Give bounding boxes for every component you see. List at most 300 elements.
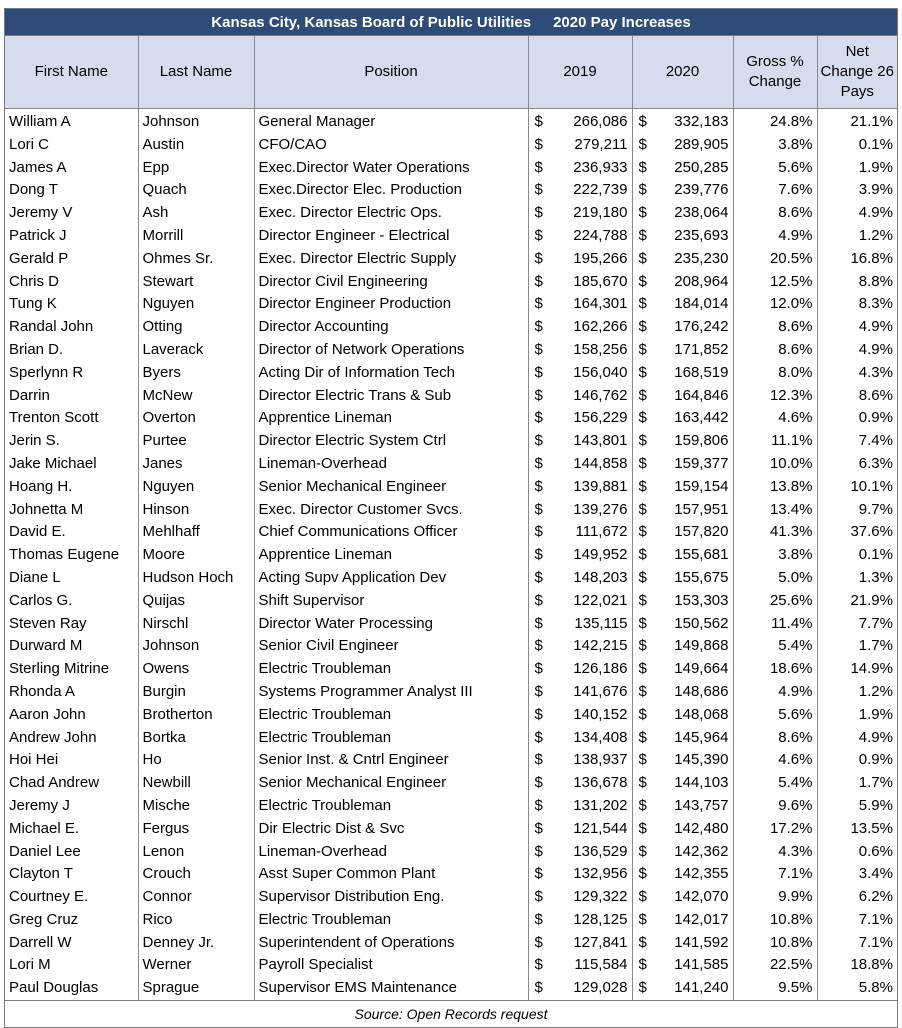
currency-2019-cell: $: [528, 932, 554, 955]
salary-2020-cell: 235,230: [674, 249, 729, 267]
col-header-2019: 2019: [528, 36, 632, 109]
last-name-cell: Johnson: [138, 635, 254, 658]
position-cell: Electric Troubleman: [254, 909, 528, 932]
first-name-cell: Jeremy J: [9, 796, 70, 814]
salary-2019-cell: 121,544: [573, 819, 628, 837]
currency-2020-cell: $: [632, 362, 658, 385]
position-cell: Director Engineer - Electrical: [254, 225, 528, 248]
table-row: [5, 521, 897, 544]
table-row: [5, 954, 897, 977]
gross-change-cell: 11.1%: [733, 430, 817, 453]
currency-2020-cell: $: [632, 749, 658, 772]
salary-2020-cell: 153,303: [674, 591, 729, 609]
table-body: [5, 109, 897, 1001]
net-change-cell: 21.9%: [817, 590, 897, 613]
position-cell: Chief Communications Officer: [254, 521, 528, 544]
first-name-cell: Randal John: [9, 318, 94, 336]
first-name-cell: Johnetta M: [9, 500, 84, 518]
table-row: [5, 248, 897, 271]
net-change-cell: 7.1%: [817, 932, 897, 955]
salary-2019-cell: 141,676: [573, 682, 628, 700]
salary-2020-cell: 141,240: [674, 979, 729, 997]
salary-2019-cell: 139,881: [573, 477, 628, 495]
table-row: [5, 613, 897, 636]
position-cell: CFO/CAO: [254, 134, 528, 157]
first-name-cell: Durward M: [9, 637, 83, 655]
last-name-cell: Otting: [138, 316, 254, 339]
salary-2019-cell: 148,203: [573, 568, 628, 586]
last-name-cell: Byers: [138, 362, 254, 385]
table-row: [5, 886, 897, 909]
table-row: [5, 271, 897, 294]
last-name-cell: Fergus: [138, 818, 254, 841]
salary-2019-cell: 115,584: [574, 956, 628, 974]
salary-2020-cell: 184,014: [674, 295, 729, 313]
salary-2020-cell: 143,757: [674, 796, 729, 814]
currency-2020-cell: $: [632, 316, 658, 339]
col-header-position: Position: [254, 36, 528, 109]
table-row: [5, 225, 897, 248]
position-cell: Acting Dir of Information Tech: [254, 362, 528, 385]
last-name-cell: Quach: [138, 179, 254, 202]
currency-2020-cell: $: [632, 658, 658, 681]
net-change-cell: 8.8%: [817, 271, 897, 294]
position-cell: Director Engineer Production: [254, 293, 528, 316]
currency-2019-cell: $: [528, 681, 554, 704]
last-name-cell: Brotherton: [138, 704, 254, 727]
col-header-last-name: Last Name: [138, 36, 254, 109]
currency-2020-cell: $: [632, 521, 658, 544]
currency-2020-cell: $: [632, 932, 658, 955]
salary-2019-cell: 136,529: [573, 842, 628, 860]
currency-2019-cell: $: [528, 977, 554, 1000]
currency-2020-cell: $: [632, 453, 658, 476]
currency-2019-cell: $: [528, 635, 554, 658]
position-cell: Payroll Specialist: [254, 954, 528, 977]
table-title: Kansas City, Kansas Board of Public Utilities: [211, 13, 532, 31]
salary-2019-cell: 224,788: [573, 226, 628, 244]
salary-2020-cell: 176,242: [674, 318, 729, 336]
first-name-cell: Jake Michael: [9, 454, 97, 472]
last-name-cell: Mische: [138, 795, 254, 818]
position-cell: Exec. Director Electric Supply: [254, 248, 528, 271]
gross-change-cell: 12.5%: [733, 271, 817, 294]
salary-2020-cell: 145,964: [674, 728, 729, 746]
net-change-cell: 4.9%: [817, 202, 897, 225]
net-change-cell: 0.1%: [817, 544, 897, 567]
position-cell: Electric Troubleman: [254, 727, 528, 750]
first-name-cell: Daniel Lee: [9, 842, 81, 860]
net-change-cell: 7.7%: [817, 613, 897, 636]
net-change-cell: 1.3%: [817, 567, 897, 590]
first-name-cell: Chad Andrew: [9, 774, 100, 792]
salary-2019-cell: 279,211: [574, 135, 628, 153]
currency-2019-cell: $: [528, 202, 554, 225]
salary-2019-cell: 158,256: [573, 340, 628, 358]
table-row: [5, 179, 897, 202]
gross-change-cell: 9.6%: [733, 795, 817, 818]
last-name-cell: Lenon: [138, 841, 254, 864]
currency-2019-cell: $: [528, 407, 554, 430]
table-row: [5, 590, 897, 613]
currency-2019-cell: $: [528, 134, 554, 157]
col-header-gross-change: Gross % Change: [733, 36, 817, 109]
currency-2019-cell: $: [528, 225, 554, 248]
net-change-cell: 1.9%: [817, 157, 897, 180]
table-row: [5, 453, 897, 476]
currency-2019-cell: $: [528, 613, 554, 636]
salary-2020-cell: 332,183: [674, 113, 729, 130]
salary-2020-cell: 238,064: [674, 204, 729, 222]
salary-2020-cell: 159,154: [674, 477, 729, 495]
currency-2020-cell: $: [632, 681, 658, 704]
currency-2019-cell: $: [528, 658, 554, 681]
net-change-cell: 18.8%: [817, 954, 897, 977]
currency-2019-cell: $: [528, 453, 554, 476]
position-cell: Senior Civil Engineer: [254, 635, 528, 658]
table-row: [5, 109, 897, 134]
last-name-cell: Johnson: [138, 109, 254, 134]
last-name-cell: Janes: [138, 453, 254, 476]
position-cell: Asst Super Common Plant: [254, 863, 528, 886]
currency-2019-cell: $: [528, 749, 554, 772]
currency-2020-cell: $: [632, 613, 658, 636]
currency-2020-cell: $: [632, 157, 658, 180]
net-change-cell: 1.7%: [817, 772, 897, 795]
currency-2019-cell: $: [528, 567, 554, 590]
salary-2020-cell: 141,592: [674, 933, 729, 951]
first-name-cell: Carlos G.: [9, 591, 73, 609]
position-cell: Director Water Processing: [254, 613, 528, 636]
salary-2019-cell: 126,186: [573, 660, 628, 678]
gross-change-cell: 9.9%: [733, 886, 817, 909]
table-subtitle: 2020 Pay Increases: [553, 13, 691, 31]
currency-2019-cell: $: [528, 863, 554, 886]
position-cell: Electric Troubleman: [254, 704, 528, 727]
currency-2019-cell: $: [528, 293, 554, 316]
table-row: [5, 567, 897, 590]
table-row: [5, 202, 897, 225]
salary-2020-cell: 149,868: [674, 637, 729, 655]
position-cell: Electric Troubleman: [254, 795, 528, 818]
last-name-cell: Connor: [138, 886, 254, 909]
currency-2020-cell: $: [632, 407, 658, 430]
gross-change-cell: 13.8%: [733, 476, 817, 499]
table-row: [5, 863, 897, 886]
first-name-cell: Lori M: [9, 956, 51, 974]
table-row: [5, 841, 897, 864]
currency-2020-cell: $: [632, 886, 658, 909]
gross-change-cell: 5.0%: [733, 567, 817, 590]
gross-change-cell: 8.6%: [733, 202, 817, 225]
table-row: [5, 407, 897, 430]
currency-2019-cell: $: [528, 271, 554, 294]
salary-2019-cell: 136,678: [573, 774, 628, 792]
table-row: [5, 635, 897, 658]
first-name-cell: Darrin: [9, 386, 50, 404]
salary-2020-cell: 149,664: [674, 660, 729, 678]
currency-2019-cell: $: [528, 499, 554, 522]
col-header-first-name: First Name: [5, 36, 138, 109]
currency-2020-cell: $: [632, 818, 658, 841]
gross-change-cell: 7.6%: [733, 179, 817, 202]
last-name-cell: Overton: [138, 407, 254, 430]
salary-2019-cell: 143,801: [573, 432, 628, 450]
first-name-cell: Jeremy V: [9, 204, 73, 222]
position-cell: Supervisor EMS Maintenance: [254, 977, 528, 1000]
currency-2019-cell: $: [528, 954, 554, 977]
last-name-cell: Hudson Hoch: [138, 567, 254, 590]
salary-2019-cell: 185,670: [573, 272, 628, 290]
net-change-cell: 5.9%: [817, 795, 897, 818]
first-name-cell: Patrick J: [9, 226, 67, 244]
col-header-net-change: Net Change 26 Pays: [817, 36, 897, 109]
gross-change-cell: 4.9%: [733, 225, 817, 248]
salary-2020-cell: 142,070: [674, 888, 729, 906]
position-cell: Director Electric System Ctrl: [254, 430, 528, 453]
currency-2020-cell: $: [632, 704, 658, 727]
salary-2020-cell: 145,390: [674, 751, 729, 769]
table-row: [5, 909, 897, 932]
currency-2020-cell: $: [632, 248, 658, 271]
last-name-cell: Ohmes Sr.: [138, 248, 254, 271]
first-name-cell: Hoang H.: [9, 477, 73, 495]
gross-change-cell: 10.8%: [733, 932, 817, 955]
gross-change-cell: 10.8%: [733, 909, 817, 932]
position-cell: Superintendent of Operations: [254, 932, 528, 955]
gross-change-cell: 18.6%: [733, 658, 817, 681]
table-title-bar: [5, 9, 897, 36]
currency-2020-cell: $: [632, 430, 658, 453]
currency-2019-cell: $: [528, 430, 554, 453]
currency-2020-cell: $: [632, 271, 658, 294]
currency-2019-cell: $: [528, 179, 554, 202]
salary-2020-cell: 155,675: [674, 568, 729, 586]
gross-change-cell: 17.2%: [733, 818, 817, 841]
currency-2020-cell: $: [632, 385, 658, 408]
col-header-2020: 2020: [632, 36, 733, 109]
position-cell: Lineman-Overhead: [254, 453, 528, 476]
position-cell: Director Civil Engineering: [254, 271, 528, 294]
net-change-cell: 5.8%: [817, 977, 897, 1000]
first-name-cell: Dong T: [9, 181, 58, 199]
currency-2020-cell: $: [632, 134, 658, 157]
last-name-cell: Mehlhaff: [138, 521, 254, 544]
gross-change-cell: 3.8%: [733, 134, 817, 157]
gross-change-cell: 3.8%: [733, 544, 817, 567]
net-change-cell: 10.1%: [817, 476, 897, 499]
position-cell: Director Accounting: [254, 316, 528, 339]
first-name-cell: Brian D.: [9, 340, 64, 358]
salary-2019-cell: 139,276: [573, 500, 628, 518]
currency-2019-cell: $: [528, 544, 554, 567]
first-name-cell: Diane L: [9, 568, 61, 586]
gross-change-cell: 5.6%: [733, 704, 817, 727]
gross-change-cell: 4.3%: [733, 841, 817, 864]
last-name-cell: Nirschl: [138, 613, 254, 636]
gross-change-cell: 12.3%: [733, 385, 817, 408]
gross-change-cell: 22.5%: [733, 954, 817, 977]
salary-2020-cell: 150,562: [674, 614, 729, 632]
salary-2019-cell: 144,858: [573, 454, 628, 472]
last-name-cell: Sprague: [138, 977, 254, 1000]
salary-2020-cell: 239,776: [674, 181, 729, 199]
gross-change-cell: 4.9%: [733, 681, 817, 704]
gross-change-cell: 9.5%: [733, 977, 817, 1000]
first-name-cell: James A: [9, 158, 67, 176]
gross-change-cell: 8.0%: [733, 362, 817, 385]
position-cell: Exec. Director Customer Svcs.: [254, 499, 528, 522]
gross-change-cell: 12.0%: [733, 293, 817, 316]
currency-2020-cell: $: [632, 476, 658, 499]
first-name-cell: Paul Douglas: [9, 979, 99, 997]
first-name-cell: Sterling Mitrine: [9, 660, 110, 678]
first-name-cell: Trenton Scott: [9, 409, 99, 427]
salary-2020-cell: 159,806: [674, 432, 729, 450]
gross-change-cell: 8.6%: [733, 727, 817, 750]
gross-change-cell: 11.4%: [733, 613, 817, 636]
net-change-cell: 0.9%: [817, 407, 897, 430]
table-row: [5, 362, 897, 385]
currency-2019-cell: $: [528, 590, 554, 613]
gross-change-cell: 5.6%: [733, 157, 817, 180]
currency-2019-cell: $: [528, 727, 554, 750]
currency-2020-cell: $: [632, 841, 658, 864]
gross-change-cell: 5.4%: [733, 635, 817, 658]
net-change-cell: 6.3%: [817, 453, 897, 476]
last-name-cell: Nguyen: [138, 476, 254, 499]
currency-2019-cell: $: [528, 818, 554, 841]
currency-2019-cell: $: [528, 385, 554, 408]
table-row: [5, 977, 897, 1000]
currency-2020-cell: $: [632, 109, 658, 134]
position-cell: Director Electric Trans & Sub: [254, 385, 528, 408]
currency-2020-cell: $: [632, 202, 658, 225]
table-row: [5, 134, 897, 157]
last-name-cell: Austin: [138, 134, 254, 157]
currency-2020-cell: $: [632, 909, 658, 932]
table-row: [5, 704, 897, 727]
table-row: [5, 476, 897, 499]
table-row: [5, 727, 897, 750]
salary-2019-cell: 132,956: [573, 865, 628, 883]
salary-2019-cell: 219,180: [573, 204, 628, 222]
salary-2019-cell: 138,937: [573, 751, 628, 769]
table-row: [5, 658, 897, 681]
first-name-cell: Andrew John: [9, 728, 97, 746]
position-cell: Dir Electric Dist & Svc: [254, 818, 528, 841]
last-name-cell: Stewart: [138, 271, 254, 294]
currency-2019-cell: $: [528, 841, 554, 864]
first-name-cell: Gerald P: [9, 249, 69, 267]
last-name-cell: Hinson: [138, 499, 254, 522]
table-row: [5, 339, 897, 362]
last-name-cell: Nguyen: [138, 293, 254, 316]
table-row: [5, 430, 897, 453]
currency-2019-cell: $: [528, 157, 554, 180]
salary-2019-cell: 164,301: [573, 295, 628, 313]
salary-2019-cell: 195,266: [573, 249, 628, 267]
salary-2019-cell: 122,021: [573, 591, 628, 609]
salary-2019-cell: 266,086: [573, 113, 628, 130]
last-name-cell: Ho: [138, 749, 254, 772]
source-note: Source: Open Records request: [5, 1000, 897, 1027]
gross-change-cell: 10.0%: [733, 453, 817, 476]
salary-2020-cell: 142,480: [674, 819, 729, 837]
currency-2020-cell: $: [632, 795, 658, 818]
salary-2020-cell: 144,103: [674, 774, 729, 792]
salary-2019-cell: 127,841: [573, 933, 628, 951]
salary-2019-cell: 236,933: [573, 158, 628, 176]
position-cell: Exec.Director Elec. Production: [254, 179, 528, 202]
table-row: [5, 932, 897, 955]
salary-2019-cell: 142,215: [573, 637, 628, 655]
last-name-cell: Epp: [138, 157, 254, 180]
gross-change-cell: 8.6%: [733, 339, 817, 362]
salary-2019-cell: 129,322: [573, 888, 628, 906]
gross-change-cell: 25.6%: [733, 590, 817, 613]
net-change-cell: 1.2%: [817, 225, 897, 248]
currency-2019-cell: $: [528, 795, 554, 818]
net-change-cell: 13.5%: [817, 818, 897, 841]
salary-2020-cell: 155,681: [674, 546, 729, 564]
first-name-cell: Courtney E.: [9, 888, 89, 906]
salary-2020-cell: 289,905: [674, 135, 729, 153]
currency-2020-cell: $: [632, 590, 658, 613]
net-change-cell: 6.2%: [817, 886, 897, 909]
first-name-cell: William A: [9, 113, 71, 130]
net-change-cell: 0.6%: [817, 841, 897, 864]
last-name-cell: Bortka: [138, 727, 254, 750]
position-cell: Exec. Director Electric Ops.: [254, 202, 528, 225]
table-row: [5, 818, 897, 841]
currency-2020-cell: $: [632, 339, 658, 362]
salary-2020-cell: 164,846: [674, 386, 729, 404]
first-name-cell: Chris D: [9, 272, 60, 290]
last-name-cell: Werner: [138, 954, 254, 977]
net-change-cell: 7.4%: [817, 430, 897, 453]
gross-change-cell: 7.1%: [733, 863, 817, 886]
first-name-cell: Clayton T: [9, 865, 73, 883]
currency-2020-cell: $: [632, 567, 658, 590]
pay-table: [5, 36, 897, 1000]
first-name-cell: Greg Cruz: [9, 910, 79, 928]
table-row: [5, 681, 897, 704]
currency-2019-cell: $: [528, 909, 554, 932]
first-name-cell: Sperlynn R: [9, 363, 84, 381]
position-cell: Senior Mechanical Engineer: [254, 772, 528, 795]
net-change-cell: 8.6%: [817, 385, 897, 408]
net-change-cell: 0.9%: [817, 749, 897, 772]
first-name-cell: Aaron John: [9, 705, 86, 723]
position-cell: Director of Network Operations: [254, 339, 528, 362]
first-name-cell: Steven Ray: [9, 614, 87, 632]
net-change-cell: 1.2%: [817, 681, 897, 704]
currency-2019-cell: $: [528, 886, 554, 909]
salary-2020-cell: 142,362: [674, 842, 729, 860]
salary-2019-cell: 156,229: [573, 409, 628, 427]
currency-2020-cell: $: [632, 977, 658, 1000]
net-change-cell: 1.9%: [817, 704, 897, 727]
salary-2019-cell: 222,739: [573, 181, 628, 199]
currency-2020-cell: $: [632, 727, 658, 750]
last-name-cell: Quijas: [138, 590, 254, 613]
currency-2020-cell: $: [632, 635, 658, 658]
position-cell: Electric Troubleman: [254, 658, 528, 681]
net-change-cell: 4.3%: [817, 362, 897, 385]
currency-2020-cell: $: [632, 544, 658, 567]
salary-2019-cell: 140,152: [573, 705, 628, 723]
